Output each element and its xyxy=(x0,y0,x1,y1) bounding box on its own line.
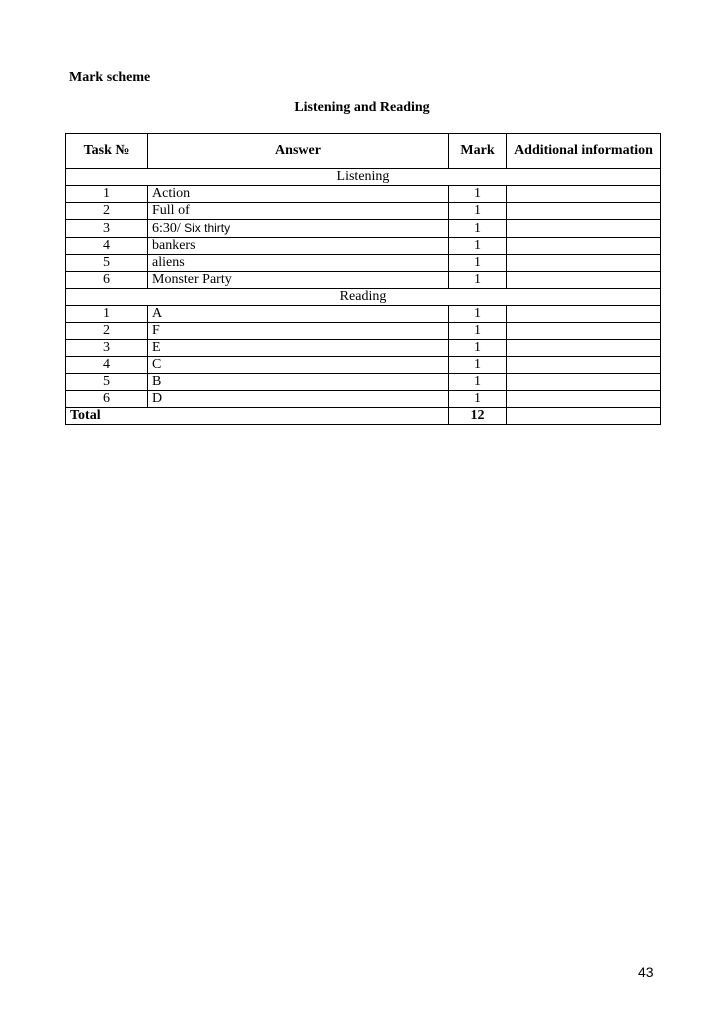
table-row xyxy=(66,391,661,408)
answer-part-time: 6:30/ xyxy=(152,221,181,236)
answer-cell: D xyxy=(148,391,449,408)
mark-cell: 1 xyxy=(449,357,507,374)
info-cell xyxy=(507,340,661,357)
section-title: Listening xyxy=(66,169,661,186)
task-number: 1 xyxy=(66,306,148,323)
answer-part-words: Six thirty xyxy=(180,221,231,235)
answer-cell: B xyxy=(148,374,449,391)
section-title: Reading xyxy=(66,289,661,306)
header-answer: Answer xyxy=(148,134,449,169)
mark-scheme-table xyxy=(65,133,661,425)
info-cell xyxy=(507,272,661,289)
task-number: 6 xyxy=(66,391,148,408)
task-number: 5 xyxy=(66,255,148,272)
mark-cell: 1 xyxy=(449,203,507,220)
header-additional-information: Additional information xyxy=(507,134,661,169)
info-cell xyxy=(507,203,661,220)
table-row xyxy=(66,203,661,220)
table-row xyxy=(66,255,661,272)
total-row xyxy=(66,408,661,425)
mark-cell: 1 xyxy=(449,255,507,272)
answer-cell: C xyxy=(148,357,449,374)
answer-cell: E xyxy=(148,340,449,357)
task-number: 5 xyxy=(66,374,148,391)
mark-cell: 1 xyxy=(449,220,507,238)
task-number: 4 xyxy=(66,357,148,374)
info-cell xyxy=(507,238,661,255)
task-number: 3 xyxy=(66,340,148,357)
table-row xyxy=(66,357,661,374)
answer-cell: A xyxy=(148,306,449,323)
table-row xyxy=(66,220,661,238)
mark-cell: 1 xyxy=(449,374,507,391)
header-task: Task № xyxy=(66,134,148,169)
table-row xyxy=(66,323,661,340)
page-heading: Mark scheme xyxy=(69,70,151,85)
info-cell xyxy=(507,186,661,203)
mark-cell: 1 xyxy=(449,186,507,203)
section-subtitle: Listening and Reading xyxy=(294,100,430,115)
task-number: 2 xyxy=(66,323,148,340)
section-row-listening xyxy=(66,169,661,186)
answer-cell: bankers xyxy=(148,238,449,255)
mark-cell: 1 xyxy=(449,306,507,323)
task-number: 1 xyxy=(66,186,148,203)
table-row xyxy=(66,306,661,323)
task-number: 6 xyxy=(66,272,148,289)
table-row xyxy=(66,238,661,255)
header-mark: Mark xyxy=(449,134,507,169)
total-info-cell xyxy=(507,408,661,425)
info-cell xyxy=(507,391,661,408)
table-row xyxy=(66,272,661,289)
answer-cell: aliens xyxy=(148,255,449,272)
section-row-reading xyxy=(66,289,661,306)
mark-cell: 1 xyxy=(449,391,507,408)
answer-cell: Action xyxy=(148,186,449,203)
info-cell xyxy=(507,255,661,272)
answer-cell: Full of xyxy=(148,203,449,220)
total-label: Total xyxy=(66,408,449,425)
info-cell xyxy=(507,323,661,340)
answer-cell: F xyxy=(148,323,449,340)
table-row xyxy=(66,186,661,203)
mark-cell: 1 xyxy=(449,323,507,340)
mark-cell: 1 xyxy=(449,272,507,289)
total-mark: 12 xyxy=(449,408,507,425)
task-number: 2 xyxy=(66,203,148,220)
info-cell xyxy=(507,357,661,374)
info-cell xyxy=(507,220,661,238)
answer-cell: Monster Party xyxy=(148,272,449,289)
info-cell xyxy=(507,306,661,323)
page-number: 43 xyxy=(638,964,654,980)
mark-cell: 1 xyxy=(449,340,507,357)
task-number: 3 xyxy=(66,220,148,238)
answer-cell xyxy=(148,220,449,238)
mark-cell: 1 xyxy=(449,238,507,255)
table-header-row xyxy=(66,134,661,169)
table-row xyxy=(66,374,661,391)
info-cell xyxy=(507,374,661,391)
table-row xyxy=(66,340,661,357)
task-number: 4 xyxy=(66,238,148,255)
